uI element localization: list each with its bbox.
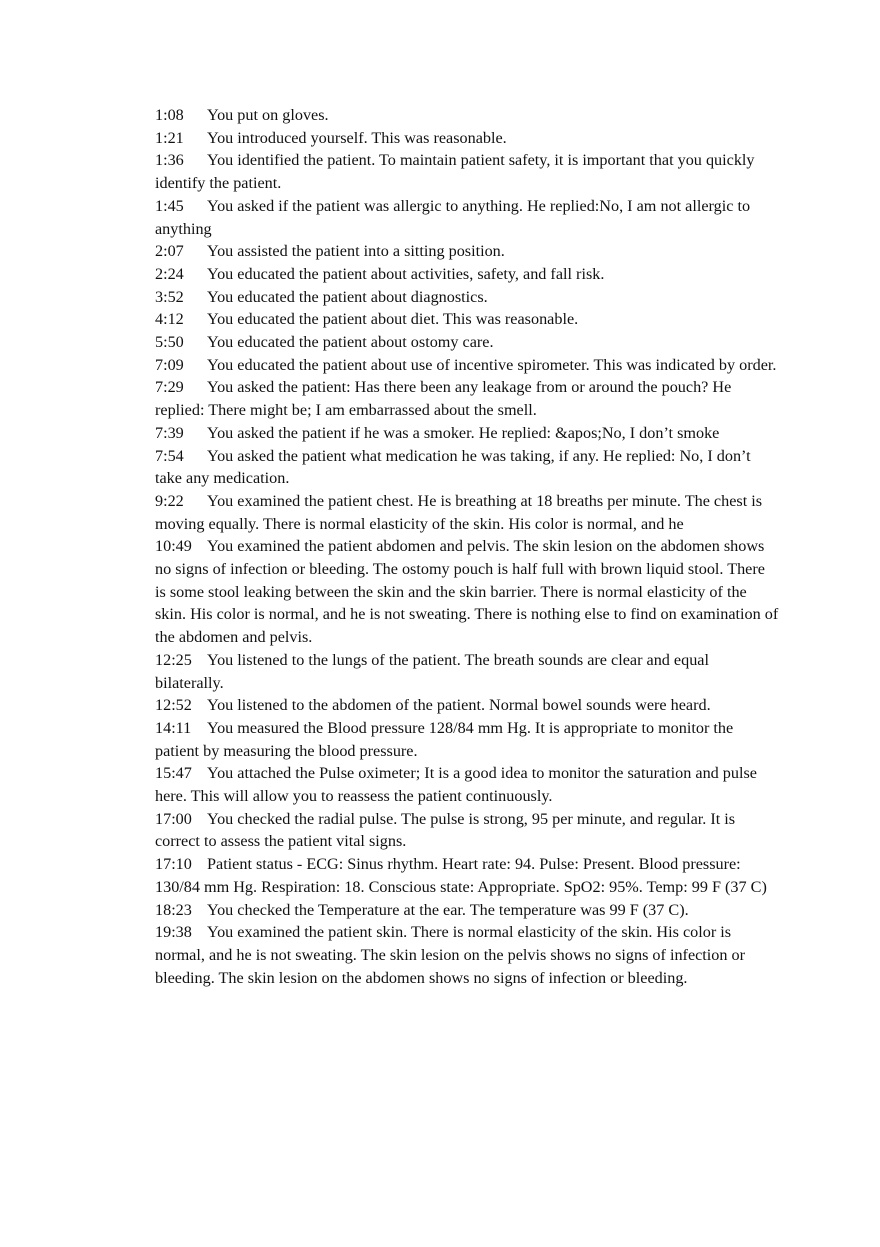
log-time: 5:50 [155,333,184,352]
log-entry [155,331,779,354]
log-time: 4:12 [155,310,184,329]
log-entry [155,308,779,331]
log-text: You educated the patient about use of incentive spirometer. This was indicated by order. [207,355,777,374]
log-time: 7:29 [155,378,184,397]
log-time: 18:23 [155,900,192,919]
log-text: You educated the patient about diet. This was reasonable. [207,310,579,329]
log-time: 1:36 [155,151,184,170]
log-text: You educated the patient about ostomy care. [207,333,494,352]
log-entry [155,445,779,490]
log-entry [155,535,779,649]
log-text: You introduced yourself. This was reasonable. [207,128,507,147]
log-entry [155,263,779,286]
log-text: You educated the patient about diagnostics. [207,287,488,306]
log-time: 1:21 [155,128,184,147]
log-text: You asked the patient: Has there been any leakage from or around the pouch? He replied: There might be; I am embarrassed about the smell. [155,378,732,420]
log-text: You examined the patient abdomen and pelvis. The skin lesion on the abdomen shows no signs of infection or bleeding. The ostomy pouch is half full with brown liquid stool. There is some stool leaking between the skin and the skin barrier. There is normal elasticity of the skin. His color is normal, and he is not sweating. There is nothing else to find on examination of the abdomen and pelvis. [155,537,779,647]
log-time: 17:00 [155,809,192,828]
log-time: 7:54 [155,446,184,465]
log-time: 17:10 [155,855,192,874]
log-time: 10:49 [155,537,192,556]
log-entry [155,853,779,898]
log-text: You listened to the lungs of the patient. The breath sounds are clear and equal bilaterally. [155,650,709,692]
log-text: You examined the patient skin. There is normal elasticity of the skin. His color is normal, and he is not sweating. The skin lesion on the pelvis shows no signs of infection or bleeding. The skin lesion on the abdomen shows no signs of infection or bleeding. [155,923,746,987]
log-entry [155,694,779,717]
log-text: You measured the Blood pressure 128/84 mm Hg. It is appropriate to monitor the patient by measuring the blood pressure. [155,718,734,760]
log-text: You asked the patient if he was a smoker. He replied: &apos;No, I don’t smoke [207,423,720,442]
log-text: You checked the radial pulse. The pulse is strong, 95 per minute, and regular. It is correct to assess the patient vital signs. [155,809,736,851]
log-time: 12:25 [155,650,192,669]
log-time: 9:22 [155,491,184,510]
log-entry [155,149,779,194]
log-entry [155,422,779,445]
log-text: Patient status - ECG: Sinus rhythm. Heart rate: 94. Pulse: Present. Blood pressure: 130/84 mm Hg. Respiration: 18. Conscious state: Appropriate. SpO2: 95%. Temp: 99 F (37 C) [155,855,767,896]
log-text: You asked if the patient was allergic to anything. He replied:No, I am not allergic to anything [155,196,751,238]
log-time: 12:52 [155,696,192,715]
log-entry [155,899,779,922]
log-time: 3:52 [155,287,184,306]
log-text: You examined the patient chest. He is breathing at 18 breaths per minute. The chest is moving equally. There is normal elasticity of the skin. His color is normal, and he [155,491,763,533]
log-text: You asked the patient what medication he was taking, if any. He replied: No, I don’t take any medication. [155,446,751,488]
activity-log [155,104,779,989]
log-entry-truncated [155,490,779,535]
log-text: You attached the Pulse oximeter; It is a good idea to monitor the saturation and pulse here. This will allow you to reassess the patient continuously. [155,764,757,806]
log-entry [155,195,779,240]
log-text: You checked the Temperature at the ear. The temperature was 99 F (37 C). [207,900,689,919]
log-time: 2:24 [155,264,184,283]
log-entry [155,717,779,762]
log-entry [155,240,779,263]
log-time: 7:09 [155,355,184,374]
log-entry [155,286,779,309]
log-time: 19:38 [155,923,192,942]
log-text: You put on gloves. [207,106,329,124]
log-time: 2:07 [155,242,184,261]
log-entry [155,354,779,377]
log-entry [155,127,779,150]
log-entry [155,376,779,421]
log-entry [155,808,779,853]
log-entry [155,921,779,989]
log-time: 1:45 [155,196,184,215]
log-text: You assisted the patient into a sitting position. [207,242,505,261]
log-entry [155,649,779,694]
log-time: 7:39 [155,423,184,442]
log-text: You listened to the abdomen of the patient. Normal bowel sounds were heard. [207,696,711,715]
log-entry [155,104,779,127]
log-time: 15:47 [155,764,192,783]
log-text: You identified the patient. To maintain patient safety, it is important that you quickly identify the patient. [155,151,755,193]
log-text: You educated the patient about activities, safety, and fall risk. [207,264,605,283]
log-time: 14:11 [155,718,192,737]
log-time: 1:08 [155,106,184,124]
log-entry [155,762,779,807]
